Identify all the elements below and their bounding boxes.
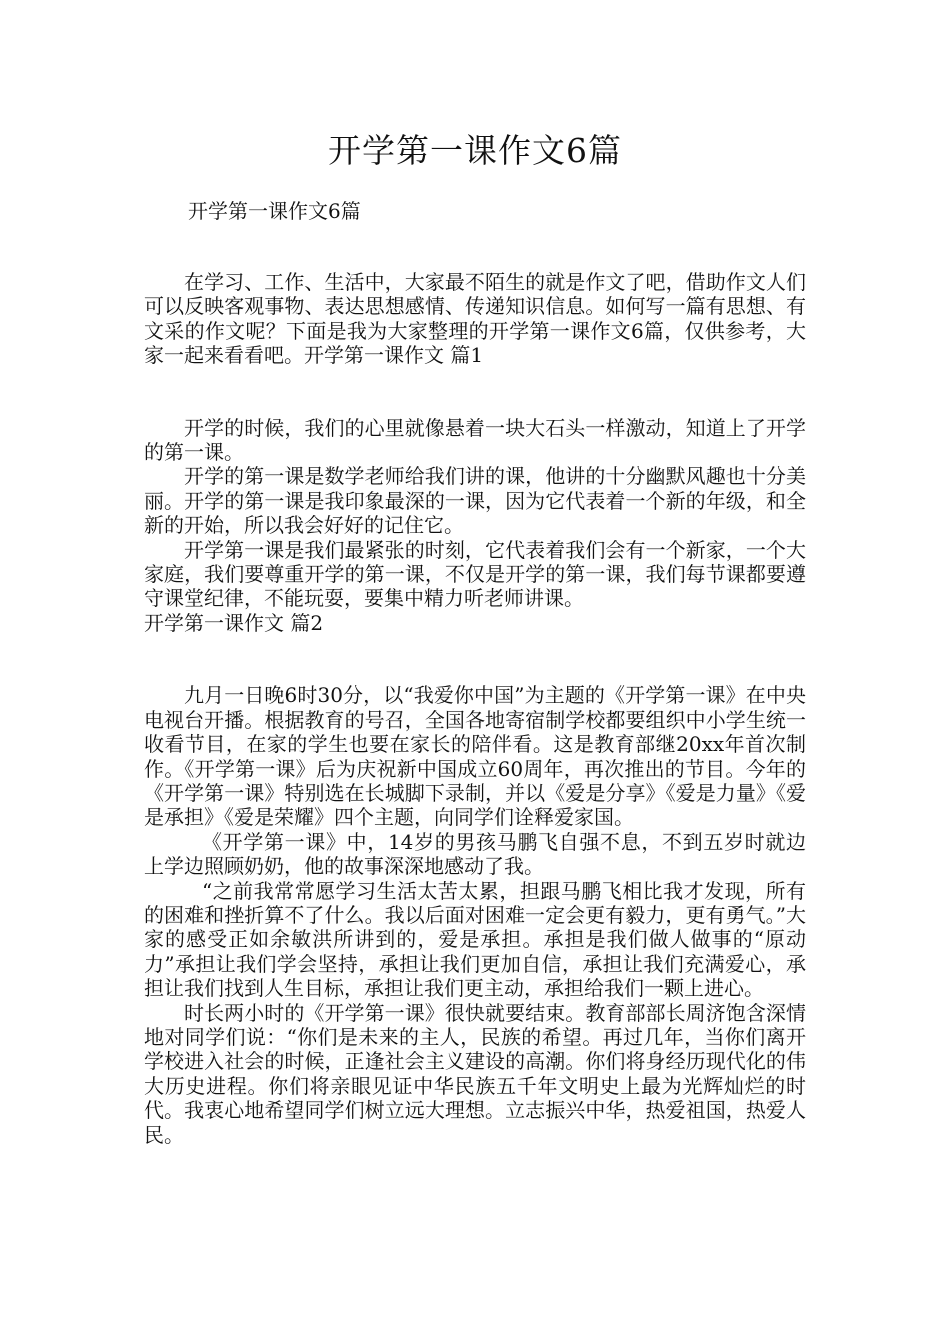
essay2-paragraph-2: 《开学第一课》中，14岁的男孩马鹏飞自强不息，不到五岁时就边上学边照顾奶奶，他的故事深深地感动了我。	[144, 829, 806, 879]
essay1-paragraph-3: 开学第一课是我们最紧张的时刻，它代表着我们会有一个新家，一个大家庭，我们要尊重开学的第一课，不仅是开学的第一课，我们每节课都要遵守课堂纪律，不能玩耍，要集中精力听老师讲课。	[144, 537, 806, 611]
essay2-heading: 开学第一课作文 篇2	[144, 610, 324, 635]
essay1-paragraph-1: 开学的时候，我们的心里就像悬着一块大石头一样激动，知道上了开学的第一课。	[144, 415, 806, 465]
intro-paragraph: 在学习、工作、生活中，大家最不陌生的就是作文了吧，借助作文人们可以反映客观事物、表达思想感情、传递知识信息。如何写一篇有思想、有文采的作文呢？下面是我为大家整理的开学第一课作文6篇，仅供参考，大家一起来看看吧。开学第一课作文 篇1	[144, 270, 806, 368]
document-title: 开学第一课作文6篇	[328, 131, 622, 170]
document-body	[144, 270, 806, 1147]
essay2-paragraph-3: “之前我常常愿学习生活太苦太累，担跟马鹏飞相比我才发现，所有的困难和挫折算不了什么。我以后面对困难一定会更有毅力，更有勇气。”大家的感受正如余敏洪所讲到的，爱是承担。承担是我们做人做事的“原动力”承担让我们学会坚持，承担让我们更加自信，承担让我们充满爱心，承担让我们找到人生目标，承担让我们更主动，承担给我们一颗上进心。	[144, 878, 806, 1001]
essay2-paragraph-4: 时长两小时的《开学第一课》很快就要结束。教育部部长周济饱含深情地对同学们说：“你们是未来的主人，民族的希望。再过几年，当你们离开学校进入社会的时候，正逢社会主义建设的高潮。你们将身经历现代化的伟大历史进程。你们将亲眼见证中华民族五千年文明史上最为光辉灿烂的时代。我衷心地希望同学们树立远大理想。立志振兴中华，热爱祖国，热爱人民。	[144, 1000, 806, 1147]
essay1-paragraph-2: 开学的第一课是数学老师给我们讲的课，他讲的十分幽默风趣也十分美丽。开学的第一课是我印象最深的一课，因为它代表着一个新的年级，和全新的开始，所以我会好好的记住它。	[144, 464, 806, 538]
document-subtitle: 开学第一课作文6篇	[188, 199, 361, 223]
essay2-paragraph-1: 九月一日晚6时30分，以“我爱你中国”为主题的《开学第一课》在中央电视台开播。根据教育的号召，全国各地寄宿制学校都要组织中小学生统一收看节目，在家的学生也要在家长的陪伴看。这是教育部继20xx年首次制作。《开学第一课》后为庆祝新中国成立60周年，再次推出的节目。今年的《开学第一课》特别选在长城脚下录制，并以《爱是分享》《爱是力量》《爱是承担》《爱是荣耀》四个主题，向同学们诠释爱家国。	[144, 683, 806, 830]
